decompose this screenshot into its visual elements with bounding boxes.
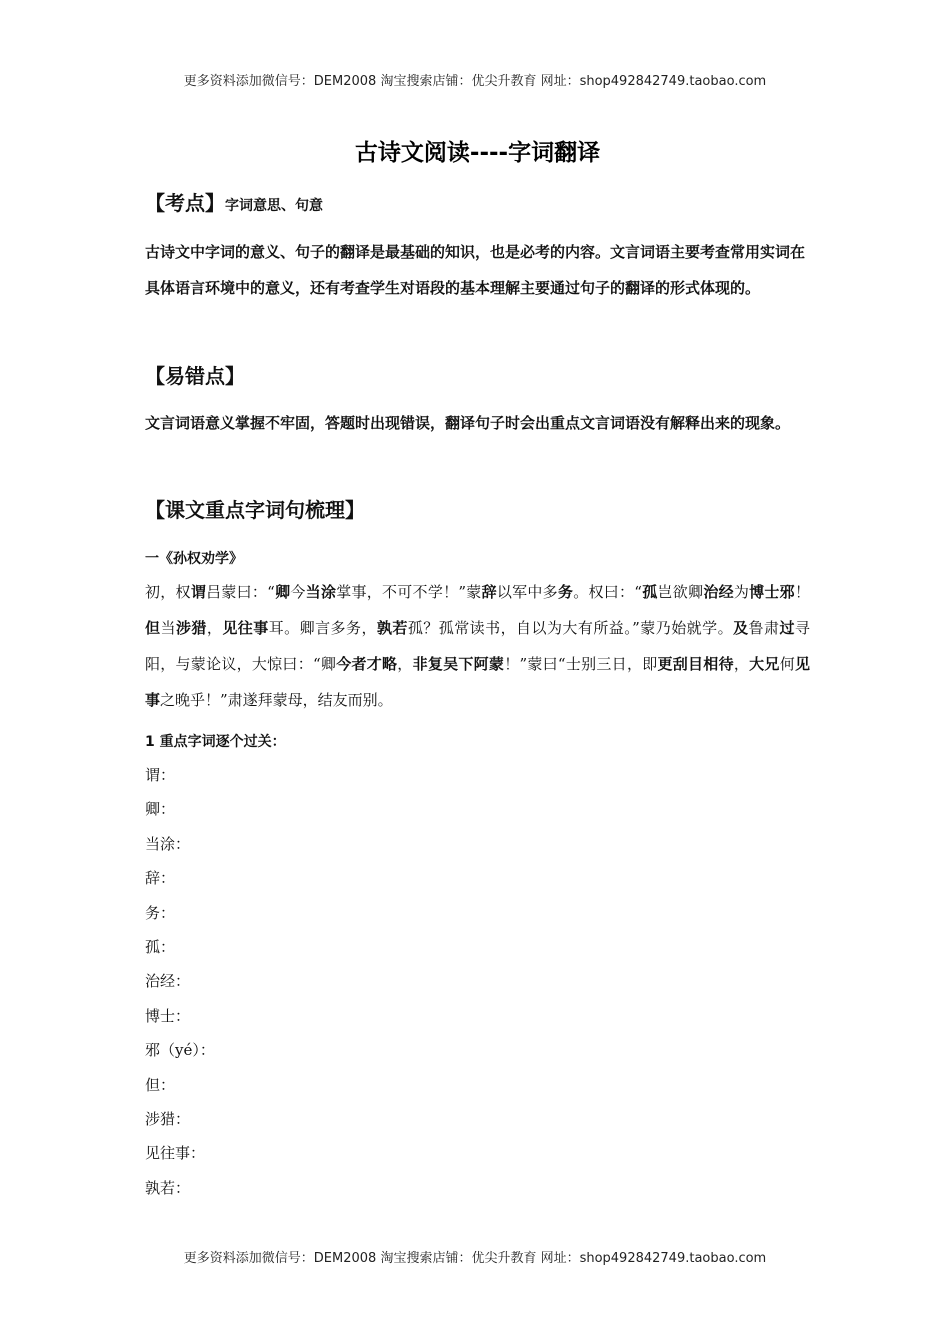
passage-text: 吕蒙曰：“ [206, 583, 275, 601]
kewen-heading [145, 494, 365, 523]
passage-keyword: 辞 [481, 583, 497, 601]
word-item: 辞： [145, 869, 176, 888]
passage-keyword: 务 [557, 583, 574, 601]
passage-text: ！”蒙曰“士别三日，即 [504, 655, 658, 673]
word-item: 卿： [145, 800, 176, 819]
passage-keyword: 治经 [703, 583, 734, 601]
passage-text: 何 [779, 655, 795, 673]
passage-keyword: 谓 [190, 583, 207, 601]
passage-text: 。权曰：“ [573, 583, 642, 601]
passage-keyword: 见往事 [222, 619, 269, 637]
word-item: 博士： [145, 1006, 191, 1025]
word-item: 治经： [145, 972, 191, 991]
yicuo-paragraph: 文言词语意义掌握不牢固，答题时出现错误，翻译句子时会出重点文言词语没有解释出来的现象。 [145, 414, 791, 432]
passage-keyword: 涉猎 [175, 619, 207, 637]
passage-keyword: 大兄 [749, 655, 780, 673]
page-footer: 更多资料添加微信号：DEM2008 淘宝搜索店铺：优尖升教育 网址：shop492842749.taobao.com [183, 1251, 767, 1266]
passage-text: 耳。卿言多务， [268, 619, 377, 637]
passage-text: 以军中多 [496, 583, 558, 601]
word-list [145, 760, 215, 1207]
passage-text: 岂欲卿 [657, 583, 704, 601]
yicuo-heading-text: 【易错点】 [145, 364, 245, 388]
word-item: 当涂： [145, 834, 191, 853]
passage-text: 鲁肃 [748, 619, 780, 637]
passage-keyword: 过 [779, 619, 795, 637]
lesson-passage [145, 574, 810, 718]
intro-paragraph: 古诗文中字词的意义、句子的翻译是最基础的知识，也是必考的内容。文言词语主要考查常用实词在具体语言环境中的意义，还有考查学生对语段的基本理解主要通过句子的翻译的形式体现的。 [145, 243, 806, 297]
kaodian-subtitle: 字词意思、句意 [225, 198, 323, 214]
yicuo-heading [145, 360, 245, 389]
kewen-heading-text: 【课文重点字词句梳理】 [145, 498, 365, 522]
word-item: 谓： [145, 766, 176, 784]
passage-text: 掌事，不可不学！”蒙 [336, 583, 482, 601]
passage-text: 之晚乎！”肃遂拜蒙母，结友而别。 [160, 691, 393, 709]
passage-keyword: 卿 [274, 583, 291, 601]
passage-text: 当 [160, 619, 176, 637]
word-item: 孤： [145, 937, 176, 956]
passage-keyword: 当涂 [305, 583, 337, 601]
word-item: 务： [145, 903, 176, 922]
passage-keyword: 及 [733, 619, 749, 637]
lesson-title: 一《孙权劝学》 [145, 551, 243, 567]
word-item: 但： [145, 1075, 176, 1094]
word-item: 涉猎： [145, 1109, 191, 1128]
passage-keyword: 但 [145, 619, 161, 637]
passage-text: 今 [290, 583, 306, 601]
passage-keyword: 更刮目相待 [657, 655, 734, 673]
page-header: 更多资料添加微信号：DEM2008 淘宝搜索店铺：优尖升教育 网址：shop492842749.taobao.com [183, 74, 767, 89]
kaodian-heading: 【考点】 [145, 191, 225, 215]
passage-text: 孤？孤常读书，自以为大有所益。”蒙乃始就学。 [407, 619, 734, 637]
passage-keyword: 今者才略 [336, 655, 398, 673]
word-item: 孰若： [145, 1178, 191, 1197]
passage-keyword: 博士邪 [749, 583, 795, 601]
word-list-heading: 1 重点字词逐个过关： [145, 734, 286, 750]
word-item: 邪（yé）： [145, 1041, 215, 1060]
kaodian-section [145, 187, 323, 216]
passage-text: 初，权 [145, 583, 191, 601]
passage-keyword: 见事 [145, 655, 810, 709]
passage-keyword: 孤 [641, 583, 658, 601]
passage-text: ！ [794, 583, 810, 601]
page-title: 古诗文阅读----字词翻译 [354, 140, 601, 166]
passage-text: ， [397, 655, 413, 673]
passage-text: 寻阳，与蒙论议，大惊曰：“卿 [145, 619, 810, 673]
passage-keyword: 非复吴下阿蒙 [412, 655, 505, 673]
word-item: 见往事： [145, 1144, 206, 1163]
passage-text: ， [206, 619, 223, 637]
passage-text: 为 [733, 583, 750, 601]
passage-keyword: 孰若 [376, 619, 408, 637]
passage-text: ， [733, 655, 750, 673]
